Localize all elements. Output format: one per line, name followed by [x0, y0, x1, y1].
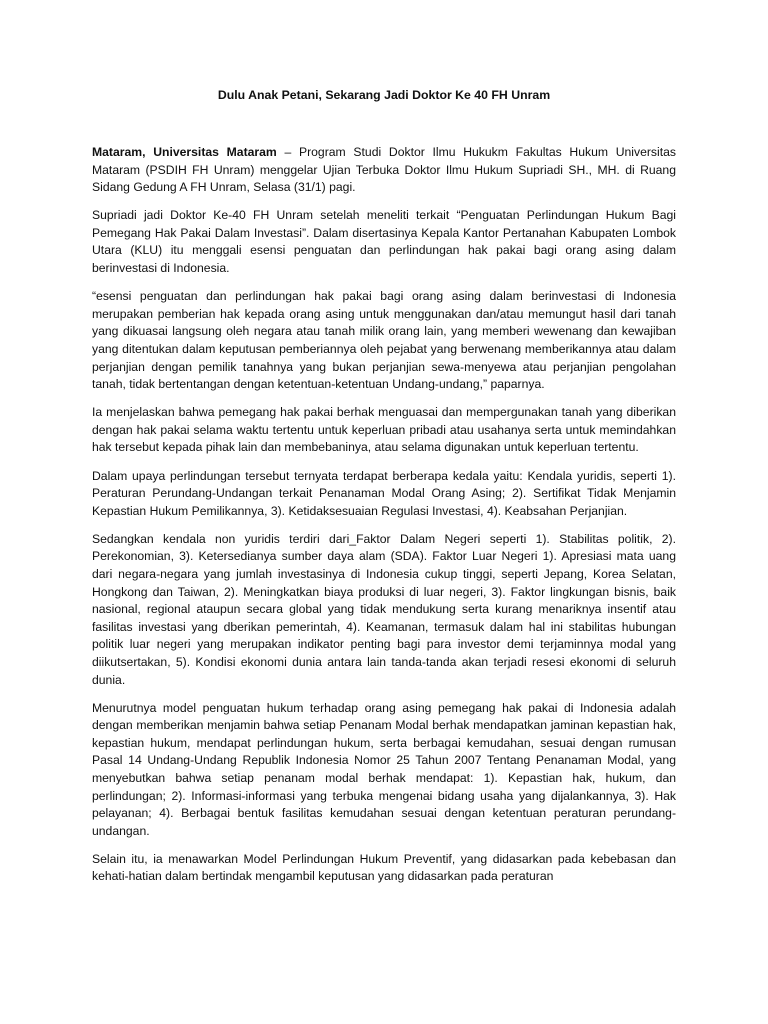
paragraph-7: Menurutnya model penguatan hukum terhadap orang asing pemegang hak pakai di Indonesia adalah dengan memberikan menjamin bahwa setiap Penanam Modal berhak mendapatkan jaminan kepastian hak, kepastian hukum, mendapat perlindungan hukum, serta berbagai kemudahan, sesuai dengan rumusan Pasal 14 Undang-Undang Republik Indonesia Nomor 25 Tahun 2007 Tentang Penanaman Modal, yang menyebutkan bahwa setiap penanam modal berhak mendapat: 1). Kepastian hak, hukum, dan perlindungan; 2). Informasi-informasi yang terbuka mengenai bidang usaha yang dijalankannya, 3). Hak pelayanan; 4). Berbagai bentuk fasilitas kemudahan sesuai dengan ketentuan peraturan perundang-undangan.: [92, 700, 676, 838]
dateline: Mataram, Universitas Mataram: [92, 145, 277, 159]
paragraph-1: [92, 144, 676, 197]
paragraph-1-text: – Program Studi Doktor Ilmu Hukukm Fakultas Hukum Universitas Mataram (PSDIH FH Unram) menggelar Ujian Terbuka Doktor Ilmu Hukum Supriadi SH., MH. di Ruang Sidang Gedung A FH Unram, Selasa (31/1) pagi.: [92, 145, 676, 195]
paragraph-5: Dalam upaya perlindungan tersebut ternyata terdapat berberapa kedala yaitu: Kendala yuridis, seperti 1). Peraturan Perundang-Undangan terkait Penanaman Modal Orang Asing; 2). Sertifikat Tidak Menjamin Kepastian Hukum Pemilikannya, 3). Ketidaksesuaian Regulasi Investasi, 4). Keabsahan Perjanjian.: [92, 468, 676, 518]
paragraph-2: Supriadi jadi Doktor Ke-40 FH Unram setelah meneliti terkait “Penguatan Perlindungan Hukum Bagi Pemegang Hak Pakai Dalam Investasi”. Dalam disertasinya Kepala Kantor Pertanahan Kabupaten Lombok Utara (KLU) itu menggali esensi penguatan dan perlindungan hak pakai bagi orang asing dalam berinvestasi di Indonesia.: [92, 208, 676, 276]
paragraph-3: “esensi penguatan dan perlindungan hak pakai bagi orang asing dalam berinvestasi di Indonesia merupakan pemberian hak kepada orang asing untuk menggunakan dan/atau memungut hasil dari tanah yang dikuasai langsung oleh negara atau tanah milik orang lain, yang memberi wewenang dan kewajiban yang ditentukan dalam keputusan pemberiannya oleh pejabat yang berwenang memberikannya atau dalam perjanjian dengan pemilik tanahnya yang bukan perjanjian sewa-menyewa atau perjanjian pengolahan tanah, tidak bertentangan dengan ketentuan-ketentuan Undang-undang,” paparnya.: [92, 289, 676, 392]
document-title: Dulu Anak Petani, Sekarang Jadi Doktor Ke 40 FH Unram: [217, 88, 551, 102]
paragraph-4: Ia menjelaskan bahwa pemegang hak pakai berhak menguasai dan mempergunakan tanah yang diberikan dengan hak pakai selama waktu tertentu untuk keperluan pribadi atau usahanya serta untuk memindahkan hak tersebut kepada pihak lain dan membebaninya, atau selama digunakan untuk keperluan tertentu.: [92, 405, 676, 455]
paragraph-8: Selain itu, ia menawarkan Model Perlindungan Hukum Preventif, yang didasarkan pada kebebasan dan kehati-hatian dalam bertindak mengambil keputusan yang didasarkan pada peraturan: [92, 851, 676, 884]
paragraph-6: Sedangkan kendala non yuridis terdiri dari_Faktor Dalam Negeri seperti 1). Stabilitas politik, 2). Perekonomian, 3). Ketersedianya sumber daya alam (SDA). Faktor Luar Negeri 1). Apresiasi mata uang dari negara-negara yang jumlah investasinya di Indonesia cukup tinggi, seperti Jepang, Korea Selatan, Hongkong dan Taiwan, 2). Meningkatkan biaya produksi di luar negeri, 3). Faktor lingkungan bisnis, baik nasional, regional ataupun secara global yang tidak mendukung serta kurang menariknya insentif atau fasilitas investasi yang dberikan pemerintah, 4). Keamanan, termasuk dalam hal ini stabilitas hubungan politik luar negeri yang merupakan indikator penting bagi para investor demi terjaminnya modal yang diikutsertakan, 5). Kondisi ekonomi dunia antara lain tanda-tanda akan terjadi resesi ekonomi di seluruh dunia.: [92, 531, 676, 687]
